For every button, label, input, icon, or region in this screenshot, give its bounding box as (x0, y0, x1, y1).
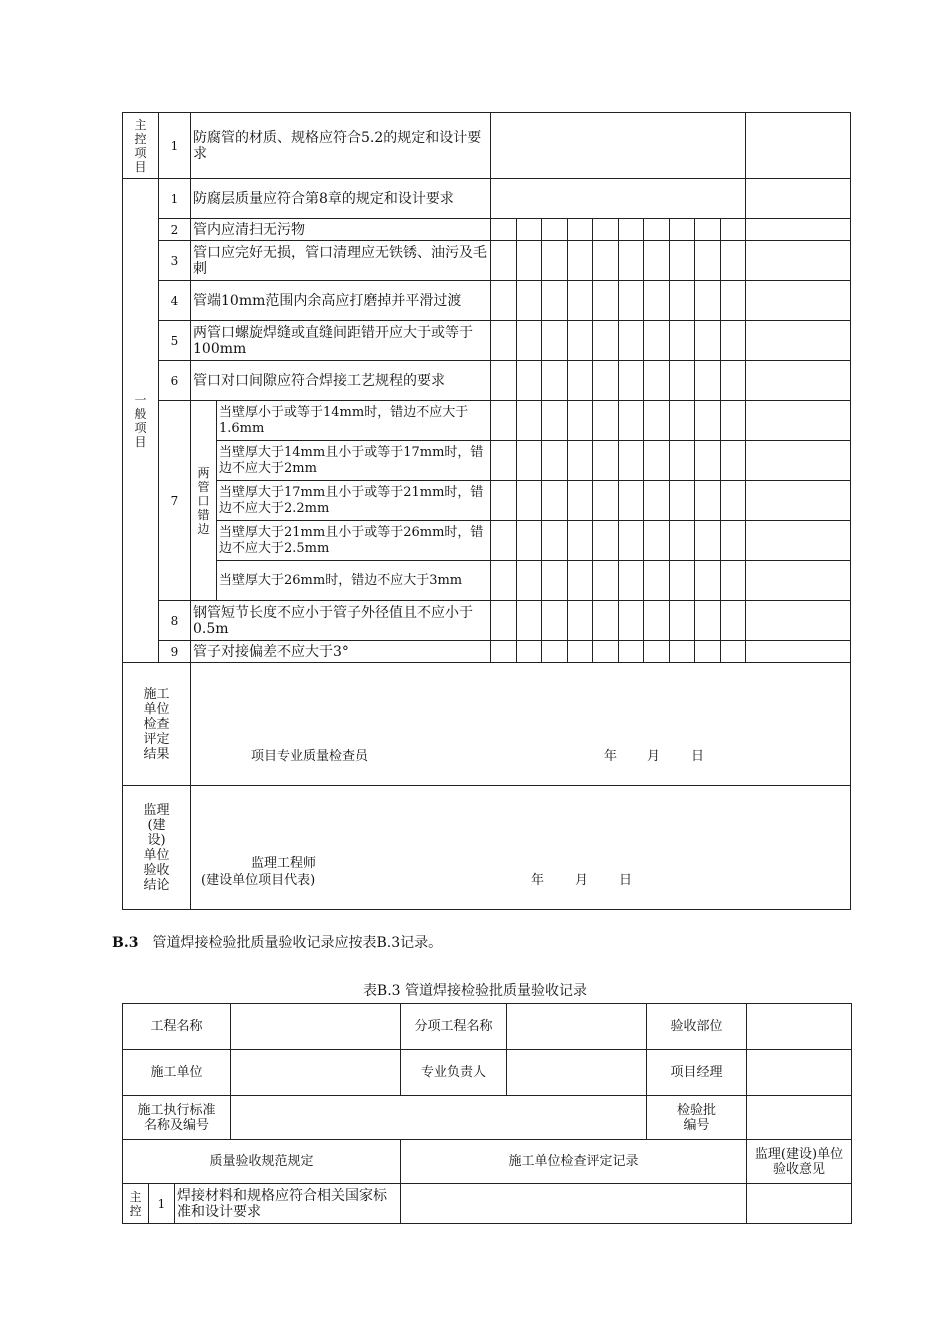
acceptance-part-value[interactable] (747, 1004, 852, 1050)
table-title: 表B.3 管道焊接检验批质量验收记录 (362, 983, 588, 999)
check-header: 施工单位检查评定记录 (401, 1140, 747, 1184)
general-items-label: 一般项目 (123, 179, 159, 663)
check-cell[interactable] (720, 401, 746, 441)
check-cell[interactable] (567, 321, 593, 361)
check-cell[interactable] (567, 281, 593, 321)
check-cell[interactable] (720, 321, 746, 361)
general-item-text: 管内应清扫无污物 (191, 219, 491, 241)
general-item-text: 管端10mm范围内余高应打磨掉并平滑过渡 (191, 281, 491, 321)
check-cell[interactable] (695, 481, 721, 521)
check-cell[interactable] (593, 561, 619, 601)
check-cell[interactable] (516, 481, 542, 521)
supervision-header: 监理(建设)单位验收意见 (747, 1140, 852, 1184)
check-cell[interactable] (720, 219, 746, 241)
check-cell[interactable] (542, 601, 568, 641)
check-cell[interactable] (669, 441, 695, 481)
check-cell[interactable] (542, 321, 568, 361)
check-cell[interactable] (695, 241, 721, 281)
check-record-cell[interactable] (401, 1184, 747, 1224)
supervision-cell[interactable] (746, 361, 851, 401)
check-cell[interactable] (695, 219, 721, 241)
check-cell[interactable] (695, 641, 721, 663)
check-cell[interactable] (491, 561, 517, 601)
check-cell[interactable] (695, 281, 721, 321)
check-cell[interactable] (542, 441, 568, 481)
date-year: 年 (531, 873, 545, 888)
acceptance-part-label: 验收部位 (647, 1004, 747, 1050)
main-item-text: 焊接材料和规格应符合相关国家标准和设计要求 (175, 1184, 401, 1224)
general-item-text: 防腐层质量应符合第8章的规定和设计要求 (191, 179, 491, 219)
check-cell[interactable] (618, 441, 644, 481)
item-number: 8 (159, 601, 191, 641)
check-cell[interactable] (644, 561, 670, 601)
date-month: 月 (575, 873, 589, 888)
check-cell[interactable] (491, 321, 517, 361)
check-cell[interactable] (491, 361, 517, 401)
check-cell[interactable] (644, 481, 670, 521)
supervision-cell[interactable] (746, 113, 851, 179)
date-year: 年 (604, 749, 618, 764)
batch-value[interactable] (747, 1096, 852, 1140)
standard-value[interactable] (231, 1096, 647, 1140)
misalignment-sub-item: 当壁厚大于14mm且小于或等于17mm时，错边不应大于2mm (217, 441, 491, 481)
general-item-text: 管子对接偏差不应大于3° (191, 641, 491, 663)
check-cell[interactable] (567, 401, 593, 441)
check-cell[interactable] (669, 401, 695, 441)
check-cell[interactable] (695, 601, 721, 641)
check-cell[interactable] (491, 401, 517, 441)
item-number: 2 (159, 219, 191, 241)
date-day: 日 (619, 873, 633, 888)
date-day: 日 (691, 749, 705, 764)
project-name-label: 工程名称 (123, 1004, 231, 1050)
check-cell[interactable] (644, 281, 670, 321)
item-number: 1 (149, 1184, 175, 1224)
supervision-cell[interactable] (746, 601, 851, 641)
general-item-text: 两管口螺旋焊缝或直缝间距错开应大于或等于100mm (191, 321, 491, 361)
misalignment-sub-item: 当壁厚大于26mm时，错边不应大于3mm (217, 561, 491, 601)
owner-rep-label: (建设单位项目代表) (201, 873, 316, 888)
check-cell[interactable] (618, 481, 644, 521)
check-cell[interactable] (618, 601, 644, 641)
item-number: 1 (159, 179, 191, 219)
check-cell[interactable] (618, 361, 644, 401)
check-cell[interactable] (720, 361, 746, 401)
item-number: 9 (159, 641, 191, 663)
check-record-cell[interactable] (491, 113, 746, 179)
check-cell[interactable] (644, 601, 670, 641)
check-cell[interactable] (669, 641, 695, 663)
check-cell[interactable] (669, 281, 695, 321)
standard-label: 施工执行标准名称及编号 (123, 1096, 231, 1140)
check-cell[interactable] (669, 321, 695, 361)
check-cell[interactable] (593, 241, 619, 281)
check-cell[interactable] (593, 401, 619, 441)
welding-acceptance-table (122, 1003, 852, 1224)
check-cell[interactable] (720, 241, 746, 281)
supervision-cell[interactable] (746, 321, 851, 361)
construction-unit-label: 施工单位 (123, 1050, 231, 1096)
main-item-text: 防腐管的材质、规格应符合5.2的规定和设计要求 (191, 113, 491, 179)
check-cell[interactable] (644, 321, 670, 361)
check-cell[interactable] (720, 481, 746, 521)
check-cell[interactable] (593, 281, 619, 321)
check-cell[interactable] (516, 241, 542, 281)
check-cell[interactable] (516, 361, 542, 401)
check-cell[interactable] (644, 219, 670, 241)
check-cell[interactable] (542, 521, 568, 561)
check-cell[interactable] (516, 401, 542, 441)
check-cell[interactable] (720, 441, 746, 481)
check-cell[interactable] (491, 481, 517, 521)
check-cell[interactable] (542, 281, 568, 321)
check-cell[interactable] (567, 641, 593, 663)
check-cell[interactable] (618, 281, 644, 321)
check-cell[interactable] (720, 561, 746, 601)
supervision-cell[interactable] (747, 1184, 852, 1224)
responsible-label: 专业负责人 (401, 1050, 507, 1096)
check-cell[interactable] (542, 481, 568, 521)
check-cell[interactable] (618, 321, 644, 361)
check-cell[interactable] (491, 219, 517, 241)
check-cell[interactable] (567, 219, 593, 241)
section-text: 管道焊接检验批质量验收记录应按表B.3记录。 (152, 935, 443, 951)
item-number: 7 (159, 401, 191, 601)
supervision-cell[interactable] (746, 241, 851, 281)
sub-project-value[interactable] (507, 1004, 647, 1050)
check-cell[interactable] (669, 601, 695, 641)
check-record-cell[interactable] (491, 179, 746, 219)
project-manager-value[interactable] (747, 1050, 852, 1096)
check-cell[interactable] (669, 481, 695, 521)
misalignment-sub-item: 当壁厚大于17mm且小于或等于21mm时，错边不应大于2.2mm (217, 481, 491, 521)
check-cell[interactable] (695, 561, 721, 601)
check-cell[interactable] (644, 521, 670, 561)
check-cell[interactable] (542, 561, 568, 601)
check-cell[interactable] (593, 441, 619, 481)
check-cell[interactable] (567, 601, 593, 641)
check-cell[interactable] (695, 321, 721, 361)
main-control-label: 主控项目 (123, 113, 159, 179)
check-cell[interactable] (720, 601, 746, 641)
check-cell[interactable] (618, 219, 644, 241)
check-cell[interactable] (669, 219, 695, 241)
section-number: B.3 (112, 935, 139, 951)
responsible-value[interactable] (507, 1050, 647, 1096)
check-cell[interactable] (567, 361, 593, 401)
check-cell[interactable] (542, 219, 568, 241)
section-heading (112, 932, 442, 952)
check-cell[interactable] (695, 441, 721, 481)
misalignment-sub-item: 当壁厚大于21mm且小于或等于26mm时，错边不应大于2.5mm (217, 521, 491, 561)
item-number: 3 (159, 241, 191, 281)
item-number: 4 (159, 281, 191, 321)
date-month: 月 (647, 749, 661, 764)
check-cell[interactable] (618, 641, 644, 663)
project-manager-label: 项目经理 (647, 1050, 747, 1096)
check-cell[interactable] (720, 641, 746, 663)
project-name-value[interactable] (231, 1004, 401, 1050)
check-cell[interactable] (695, 361, 721, 401)
check-cell[interactable] (516, 641, 542, 663)
general-item-text: 管口对口间隙应符合焊接工艺规程的要求 (191, 361, 491, 401)
check-cell[interactable] (516, 601, 542, 641)
item-number: 5 (159, 321, 191, 361)
check-cell[interactable] (542, 241, 568, 281)
check-cell[interactable] (516, 441, 542, 481)
check-cell[interactable] (644, 641, 670, 663)
check-cell[interactable] (567, 441, 593, 481)
check-cell[interactable] (542, 361, 568, 401)
check-cell[interactable] (567, 241, 593, 281)
check-cell[interactable] (695, 401, 721, 441)
check-cell[interactable] (491, 601, 517, 641)
check-cell[interactable] (491, 641, 517, 663)
check-cell[interactable] (669, 521, 695, 561)
inspection-table-1 (122, 112, 851, 910)
check-cell[interactable] (516, 561, 542, 601)
check-cell[interactable] (644, 401, 670, 441)
check-cell[interactable] (644, 441, 670, 481)
check-cell[interactable] (542, 641, 568, 663)
check-cell[interactable] (669, 361, 695, 401)
check-cell[interactable] (695, 521, 721, 561)
supervision-conclusion-area[interactable] (191, 786, 851, 910)
supervision-cell[interactable] (746, 179, 851, 219)
check-cell[interactable] (644, 241, 670, 281)
supervision-cell[interactable] (746, 401, 851, 441)
general-item-text: 管口应完好无损，管口清理应无铁锈、油污及毛刺 (191, 241, 491, 281)
check-cell[interactable] (542, 401, 568, 441)
check-cell[interactable] (491, 521, 517, 561)
check-cell[interactable] (593, 521, 619, 561)
spec-header: 质量验收规范规定 (123, 1140, 401, 1184)
supervision-cell[interactable] (746, 219, 851, 241)
check-cell[interactable] (720, 521, 746, 561)
supervision-cell[interactable] (746, 281, 851, 321)
construction-unit-value[interactable] (231, 1050, 401, 1096)
check-cell[interactable] (618, 241, 644, 281)
main-control-label: 主控 (123, 1184, 149, 1224)
inspector-label: 项目专业质量检查员 (251, 749, 369, 764)
check-cell[interactable] (669, 561, 695, 601)
engineer-label: 监理工程师 (251, 856, 317, 871)
check-cell[interactable] (516, 281, 542, 321)
check-cell[interactable] (491, 241, 517, 281)
check-cell[interactable] (567, 521, 593, 561)
item-number: 1 (159, 113, 191, 179)
misalignment-sub-item: 当壁厚小于或等于14mm时，错边不应大于1.6mm (217, 401, 491, 441)
supervision-cell[interactable] (746, 561, 851, 601)
supervision-cell[interactable] (746, 521, 851, 561)
check-cell[interactable] (618, 521, 644, 561)
check-cell[interactable] (593, 219, 619, 241)
misalignment-group-label: 两管口错边 (191, 401, 217, 601)
general-item-text: 钢管短节长度不应小于管子外径值且不应小于0.5m (191, 601, 491, 641)
check-cell[interactable] (516, 219, 542, 241)
check-cell[interactable] (593, 601, 619, 641)
check-cell[interactable] (593, 321, 619, 361)
construction-result-area[interactable] (191, 663, 851, 786)
check-cell[interactable] (720, 281, 746, 321)
check-cell[interactable] (593, 481, 619, 521)
sub-project-label: 分项工程名称 (401, 1004, 507, 1050)
check-cell[interactable] (567, 561, 593, 601)
supervision-cell[interactable] (746, 441, 851, 481)
check-cell[interactable] (516, 521, 542, 561)
check-cell[interactable] (618, 401, 644, 441)
construction-result-label: 施工单位检查评定结果 (123, 663, 191, 786)
check-cell[interactable] (669, 241, 695, 281)
supervision-conclusion-label: 监理(建设)单位验收结论 (123, 786, 191, 910)
batch-label: 检验批编号 (647, 1096, 747, 1140)
check-cell[interactable] (593, 361, 619, 401)
check-cell[interactable] (491, 441, 517, 481)
check-cell[interactable] (516, 321, 542, 361)
supervision-cell[interactable] (746, 481, 851, 521)
check-cell[interactable] (593, 641, 619, 663)
item-number: 6 (159, 361, 191, 401)
check-cell[interactable] (644, 361, 670, 401)
check-cell[interactable] (567, 481, 593, 521)
check-cell[interactable] (618, 561, 644, 601)
check-cell[interactable] (491, 281, 517, 321)
supervision-cell[interactable] (746, 641, 851, 663)
